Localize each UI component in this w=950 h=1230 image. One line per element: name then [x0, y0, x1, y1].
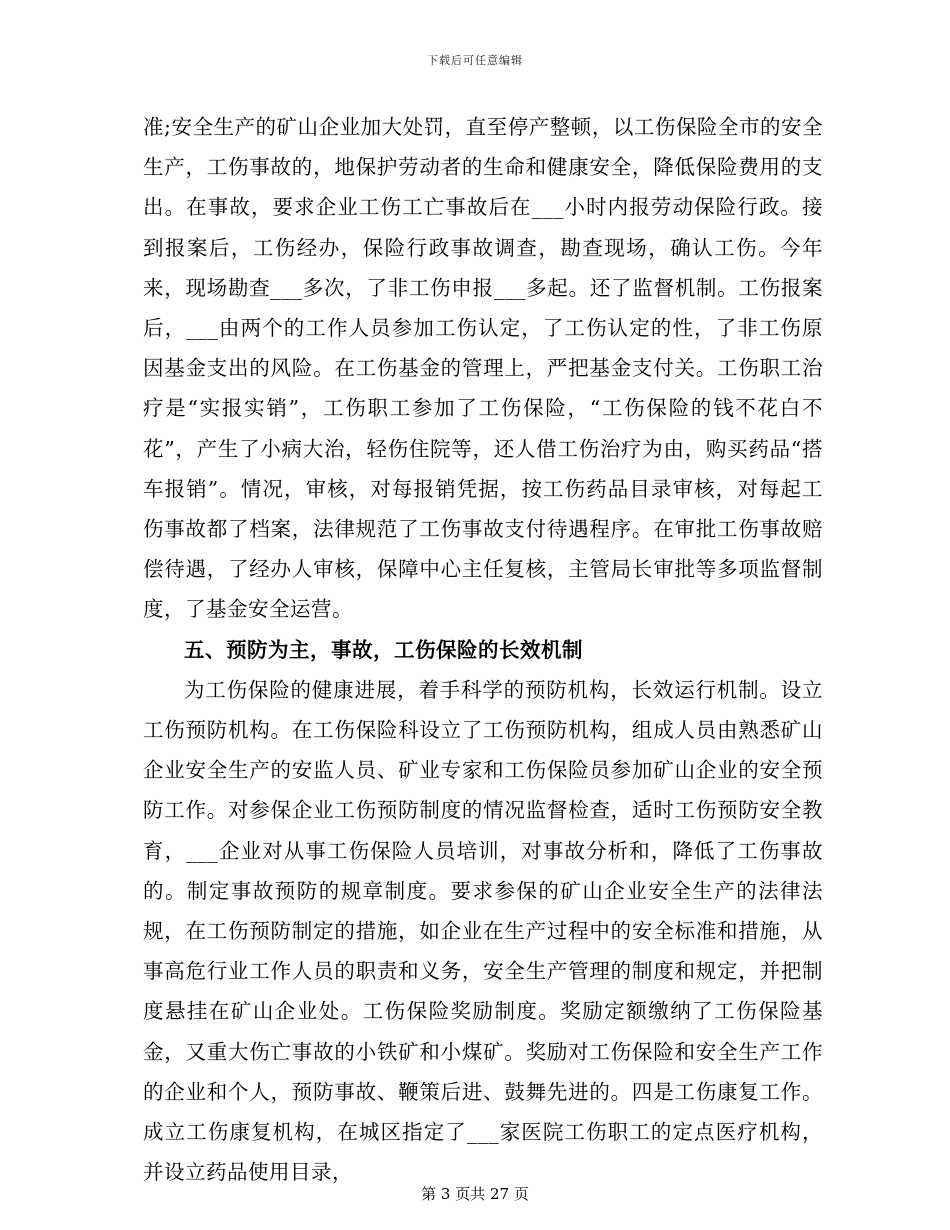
- page-header: 下载后可任意编辑: [427, 54, 523, 67]
- body-paragraph-2: 为工伤保险的健康进展，着手科学的预防机构，长效运行机制。设立工伤预防机构。在工伤保险科设立了工伤预防机构，组成人员由熟悉矿山企业安全生产的安监人员、矿业专家和工伤保险员参加矿山企业的安全预防工作。对参保企业工伤预防制度的情况监督检查，适时工伤预防安全教育，___企业对从事工伤保险人员培训，对事故分析和，降低了工伤事故的。制定事故预防的规章制度。要求参保的矿山企业安全生产的法律法规，在工伤预防制定的措施，如企业在生产过程中的安全标准和措施，从事高危行业工作人员的职责和义务，安全生产管理的制度和规定，并把制度悬挂在矿山企业处。工伤保险奖励制度。奖励定额缴纳了工伤保险基金，又重大伤亡事故的小铁矿和小煤矿。奖励对工伤保险和安全生产工作的企业和个人，预防事故、鞭策后进、鼓舞先进的。四是工伤康复工作。成立工伤康复机构，在城区指定了___家医院工伤职工的定点医疗机构，并设立药品使用目录，: [143, 677, 823, 1185]
- section-heading: 五、预防为主，事故，工伤保险的长效机制: [184, 637, 583, 662]
- body-paragraph-1: 准;安全生产的矿山企业加大处罚，直至停产整顿，以工伤保险全市的安全生产，工伤事故的，地保护劳动者的生命和健康安全，降低保险费用的支出。在事故，要求企业工伤工亡事故后在___小时内报劳动保险行政。接到报案后，工伤经办，保险行政事故调查，勘查现场，确认工伤。今年来，现场勘查___多次，了非工伤申报___多起。还了监督机制。工伤报案后，___由两个的工作人员参加工伤认定，了工伤认定的性，了非工伤原因基金支出的风险。在工伤基金的管理上，严把基金支付关。工伤职工治疗是“实报实销”，工伤职工参加了工伤保险，“工伤保险的钱不花白不花”，产生了小病大治，轻伤住院等，还人借工伤治疗为由，购买药品“搭车报销”。情况，审核，对每报销凭据，按工伤药品目录审核，对每起工伤事故都了档案，法律规范了工伤事故支付待遇程序。在审批工伤事故赔偿待遇，了经办人审核，保障中心主任复核，主管局长审批等多项监督制度，了基金安全运营。: [143, 115, 823, 622]
- page-footer: 第 3 页共 27 页: [421, 1185, 529, 1203]
- document-body: [143, 107, 823, 1192]
